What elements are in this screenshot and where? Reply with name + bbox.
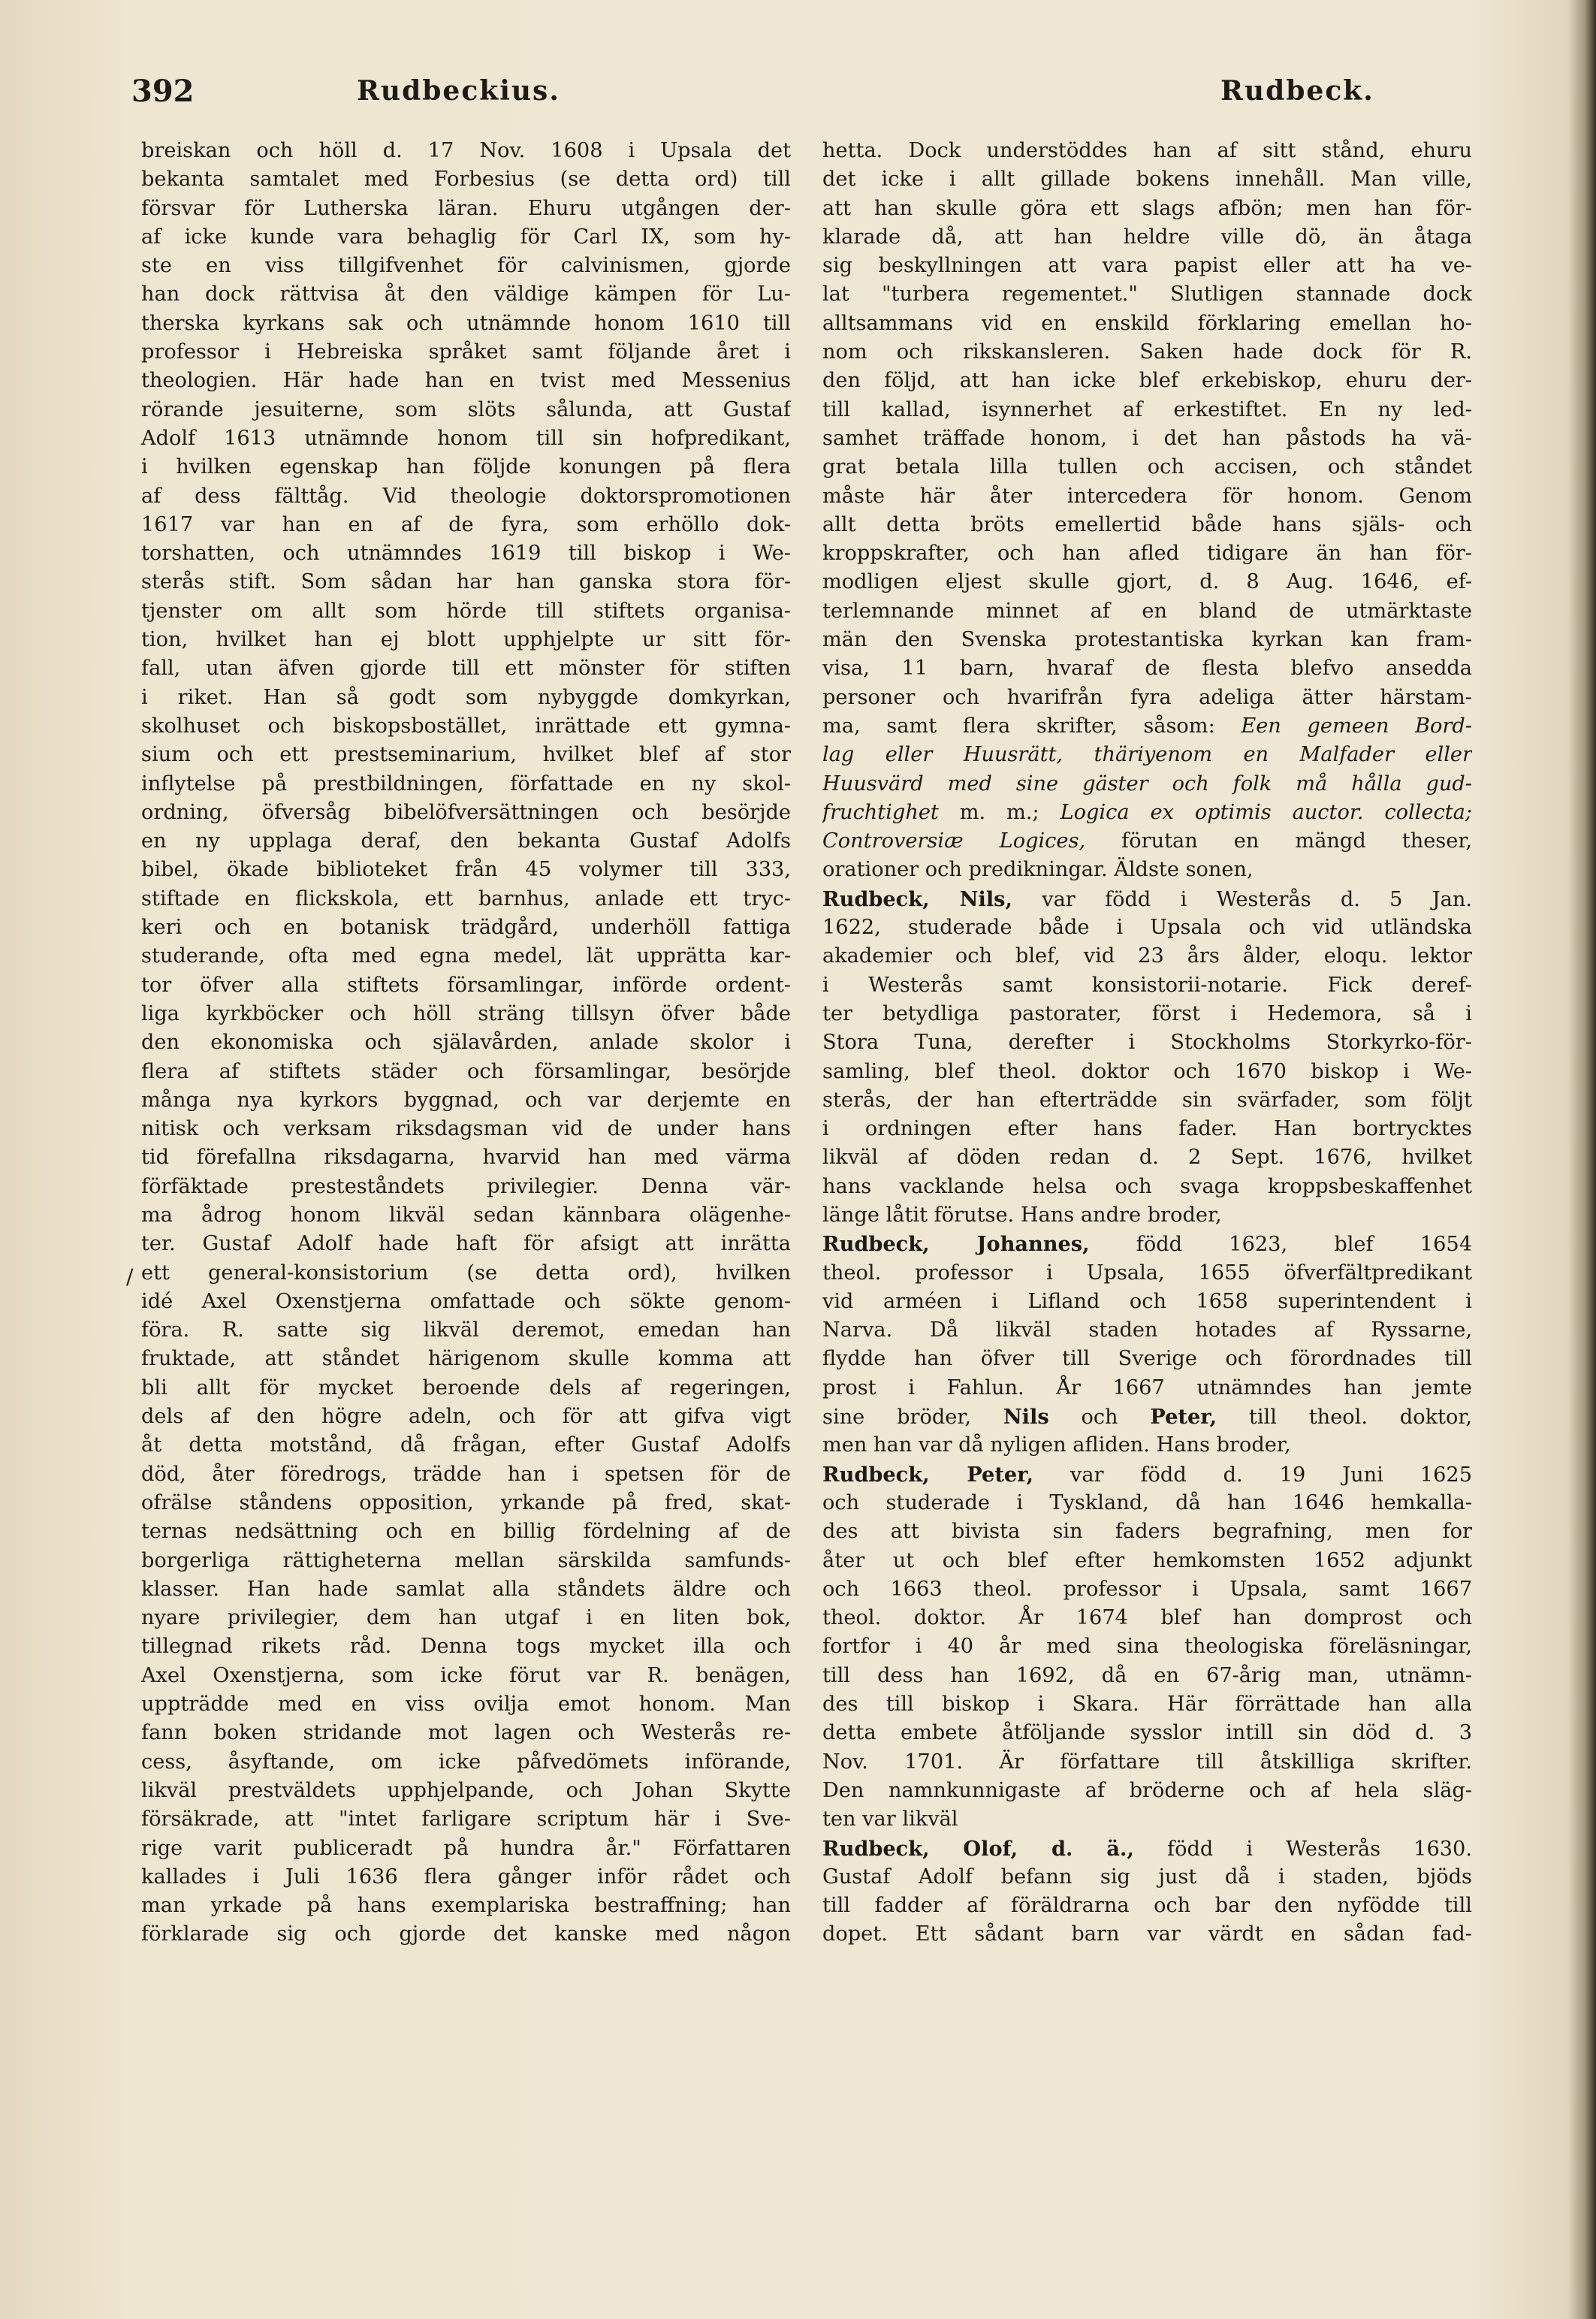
- text-segment: sine bröder,: [822, 1406, 1003, 1430]
- text-segment: likväl af döden redan d. 2 Sept. 1676, hvilket: [822, 1146, 1472, 1170]
- italic-title: Huusvärd med sine gäster och folk må hålla gud-: [822, 771, 1472, 796]
- text-line: en ny upplaga deraf, den bekanta Gustaf Adolfs: [141, 829, 791, 853]
- text-line: [822, 539, 1472, 568]
- text-segment: fortfor i 40 år med sina theologiska föreläsningar,: [822, 1635, 1472, 1659]
- text-line: [822, 741, 1472, 769]
- text-line: likväl prestväldets upphjelpande, och Johan Skytte: [141, 1778, 791, 1802]
- text-line: [822, 1690, 1472, 1719]
- text-segment: modligen eljest skulle gjort, d. 8 Aug. 1646, ef-: [822, 570, 1472, 594]
- text-line: Adolf 1613 utnämnde honom till sin hofpredikant,: [141, 426, 791, 450]
- text-line: tion, hvilket han ej blott upphjelpte ur sitt för-: [141, 628, 791, 652]
- text-segment: åter ut och blef efter hemkomsten 1652 adjunkt: [822, 1548, 1472, 1572]
- text-line: [822, 1345, 1472, 1373]
- text-line: professor i Hebreiska språket samt följande året i: [141, 340, 791, 364]
- text-line: ternas nedsättning och en billig fördelning af de: [141, 1520, 791, 1544]
- text-segment: sterås, der han efterträdde sin svärfader, som följt: [822, 1088, 1472, 1112]
- text-segment: Stora Tuna, derefter i Stockholms Storkyrko-för-: [822, 1031, 1472, 1055]
- text-segment: sig beskyllningen att vara papist eller att ha ve-: [822, 254, 1472, 278]
- text-segment: länge låtit förutse. Hans andre broder,: [822, 1203, 1222, 1227]
- text-line: [822, 1431, 1472, 1460]
- text-line: af dess fälttåg. Vid theologie doktorspromotionen: [141, 484, 791, 508]
- text-line: många nya kyrkors byggnad, och var derjemte en: [141, 1088, 791, 1112]
- text-line: [822, 942, 1472, 971]
- text-line: [822, 1201, 1472, 1230]
- text-segment: till kallad, isynnerhet af erkestiftet. En ny led-: [822, 397, 1472, 421]
- text-line: [822, 712, 1472, 741]
- text-line: rige varit publiceradt på hundra år." Författaren: [141, 1836, 791, 1860]
- text-line: död, åter föredrogs, trädde han i spetsen för de: [141, 1462, 791, 1486]
- text-line: [822, 1777, 1472, 1805]
- text-line: förfäktade presteståndets privilegier. Denna vär-: [141, 1174, 791, 1198]
- text-line: stiftade en flickskola, ett barnhus, anlade ett tryc-: [141, 886, 791, 910]
- text-segment: var född d. 19 Juni 1625: [1033, 1463, 1472, 1487]
- text-line: klasser. Han hade samlat alla ståndets äldre och: [141, 1577, 791, 1601]
- text-line: nyare privilegier, dem han utgaf i en liten bok,: [141, 1606, 791, 1630]
- text-line: torshatten, och utnämndes 1619 till biskop i We-: [141, 542, 791, 566]
- text-line: [822, 1547, 1472, 1575]
- text-segment: och: [1048, 1406, 1151, 1430]
- entry-headword: Nils: [1003, 1405, 1049, 1430]
- text-line: [822, 1000, 1472, 1028]
- text-line: [822, 885, 1472, 913]
- italic-title: Een gemeen Bord-: [1241, 714, 1472, 738]
- text-segment: hans vacklande helsa och svaga kroppsbeskaffenhet: [822, 1174, 1472, 1198]
- page-number: 392: [131, 74, 195, 109]
- text-line: [822, 424, 1472, 453]
- text-segment: des till biskop i Skara. Här förrättade han alla: [822, 1692, 1472, 1717]
- text-segment: född i Westerås 1630.: [1133, 1837, 1472, 1861]
- text-segment: född 1623, blef 1654: [1089, 1233, 1472, 1257]
- text-line: ter. Gustaf Adolf hade haft för afsigt att inrätta: [141, 1232, 791, 1256]
- text-segment: klarade då, att han heldre ville dö, än åtaga: [822, 225, 1472, 249]
- text-line: [822, 1316, 1472, 1345]
- entry-headword: Rudbeck, Nils,: [822, 886, 1012, 911]
- text-line: [822, 165, 1472, 194]
- text-segment: kroppskrafter, och han afled tidigare än han för-: [822, 542, 1472, 566]
- text-line: [822, 684, 1472, 712]
- text-segment: theol. doktor. År 1674 blef han domprost och: [822, 1606, 1472, 1630]
- text-line: [822, 367, 1472, 395]
- text-segment: till theol. doktor,: [1217, 1406, 1472, 1430]
- text-line: tid förefallna riksdagarna, hvarvid han med värma: [141, 1146, 791, 1170]
- entry-headword: Rudbeck, Olof, d. ä.,: [822, 1836, 1134, 1861]
- text-line: [822, 453, 1472, 482]
- text-line: [822, 137, 1472, 165]
- running-title-right: Rudbeck.: [1220, 75, 1374, 107]
- text-line: fall, utan äfven gjorde till ett mönster för stiften: [141, 657, 791, 681]
- text-segment: visa, 11 barn, hvaraf de flesta blefvo ansedda: [822, 657, 1472, 681]
- text-line: ma ådrog honom likväl sedan kännbara olägenhe-: [141, 1203, 791, 1227]
- text-line: bekanta samtalet med Forbesius (se detta ord) till: [141, 168, 791, 192]
- text-line: [822, 310, 1472, 338]
- text-line: förklarade sig och gjorde det kanske med någon: [141, 1922, 791, 1946]
- text-line: kallades i Juli 1636 flera gånger inför rådet och: [141, 1865, 791, 1889]
- text-line: studerande, ofta med egna medel, lät upprätta kar-: [141, 944, 791, 968]
- text-segment: hetta. Dock understöddes han af sitt stånd, ehuru: [822, 139, 1472, 162]
- text-segment: var född i Westerås d. 5 Jan.: [1012, 887, 1472, 911]
- text-line: 1617 var han en af de fyra, som erhöllo dok-: [141, 512, 791, 536]
- text-line: den ekonomiska och själavården, anlade skolor i: [141, 1031, 791, 1055]
- text-line: cess, åsyftande, om icke påfvedömets införande,: [141, 1750, 791, 1774]
- text-segment: måste här åter intercedera för honom. Genom: [822, 484, 1472, 508]
- text-line: sium och ett prestseminarium, hvilket blef af stor: [141, 743, 791, 767]
- text-line: [822, 396, 1472, 424]
- text-line: [822, 1115, 1472, 1143]
- text-line: [822, 799, 1472, 827]
- text-segment: flydde han öfver till Sverige och förordnades till: [822, 1347, 1472, 1371]
- text-line: ofrälse ståndens opposition, yrkande på fred, skat-: [141, 1490, 791, 1514]
- text-line: theologien. Här hade han en tvist med Messenius: [141, 369, 791, 393]
- text-segment: 1622, studerade både i Upsala och vid utländska: [822, 916, 1472, 940]
- text-segment: ma, samt flera skrifter, såsom:: [822, 714, 1242, 738]
- text-segment: m. m.;: [938, 800, 1060, 824]
- text-line: [822, 1632, 1472, 1661]
- text-segment: Nov. 1701. Är författare till åtskilliga skrifter.: [822, 1750, 1472, 1774]
- text-segment: ter betydliga pastorater, först i Hedemora, så i: [822, 1001, 1472, 1025]
- text-segment: des att bivista sin faders begrafning, men for: [822, 1520, 1472, 1544]
- text-segment: den följd, att han icke blef erkebiskop, ehuru der-: [822, 369, 1472, 393]
- text-line: nitisk och verksam riksdagsman vid de under hans: [141, 1117, 791, 1141]
- text-segment: Narva. Då likväl staden hotades af Ryssarne,: [822, 1318, 1472, 1342]
- text-line: han dock rättvisa åt den väldige kämpen för Lu-: [141, 282, 791, 306]
- text-segment: Den namnkunnigaste af bröderne och af hela släg-: [822, 1778, 1472, 1802]
- text-line: [822, 770, 1472, 799]
- text-line: sterås stift. Som sådan har han ganska stora för-: [141, 570, 791, 594]
- text-line: [822, 1086, 1472, 1115]
- text-line: fann boken stridande mot lagen och Westerås re-: [141, 1721, 791, 1745]
- text-line: försvar för Lutherska läran. Ehuru utgången der-: [141, 196, 791, 220]
- text-line: dels af den högre adeln, och för att gifva vigt: [141, 1405, 791, 1429]
- text-segment: vid arméen i Lifland och 1658 superintendent i: [822, 1289, 1472, 1313]
- text-line: [822, 1662, 1472, 1690]
- entry-headword: Peter,: [1150, 1405, 1217, 1430]
- text-line: [822, 1143, 1472, 1172]
- text-segment: samhet träffade honom, i det han påstods ha vä-: [822, 426, 1472, 450]
- text-segment: alltsammans vid en enskild förklaring emellan ho-: [822, 311, 1472, 335]
- text-line: i riket. Han så godt som nybyggde domkyrkan,: [141, 685, 791, 709]
- text-segment: män den Svenska protestantiska kyrkan kan fram-: [822, 628, 1472, 652]
- page-header: [131, 74, 1480, 119]
- text-line: idé Axel Oxenstjerna omfattade och sökte genom-: [141, 1289, 791, 1313]
- text-line: tillegnad rikets råd. Denna togs mycket illa och: [141, 1635, 791, 1659]
- text-line: [822, 1058, 1472, 1086]
- text-line: [822, 252, 1472, 280]
- text-line: [822, 1920, 1472, 1949]
- text-segment: samling, blef theol. doktor och 1670 biskop i We-: [822, 1059, 1472, 1083]
- right-column: [822, 137, 1472, 1949]
- text-line: bli allt för mycket beroende dels af regeringen,: [141, 1375, 791, 1400]
- entry-headword: Rudbeck, Peter,: [822, 1462, 1033, 1487]
- text-line: [822, 1028, 1472, 1057]
- text-line: therska kyrkans sak och utnämnde honom 1610 till: [141, 311, 791, 335]
- text-segment: orationer och predikningar. Äldste sonen,: [822, 858, 1254, 882]
- text-segment: det icke i allt gillade bokens innehåll. Man ville,: [822, 168, 1472, 192]
- text-segment: dopet. Ett sådant barn var värdt en sådan fad-: [822, 1922, 1472, 1946]
- margin-mark: /: [126, 1264, 134, 1289]
- text-line: [822, 1460, 1472, 1489]
- text-line: [822, 511, 1472, 539]
- text-segment: och 1663 theol. professor i Upsala, samt 1667: [822, 1577, 1472, 1601]
- text-line: [822, 1259, 1472, 1288]
- text-line: [822, 1230, 1472, 1258]
- text-line: breiskan och höll d. 17 Nov. 1608 i Upsala det: [141, 139, 791, 162]
- text-line: åt detta motstånd, då frågan, efter Gustaf Adolfs: [141, 1433, 791, 1457]
- text-line: rörande jesuiterne, som slöts sålunda, att Gustaf: [141, 397, 791, 421]
- text-line: tjenster om allt som hörde till stiftets organisa-: [141, 599, 791, 623]
- text-segment: till fadder af föräldrarna och bar den nyfödde till: [822, 1894, 1472, 1918]
- text-line: [822, 1288, 1472, 1316]
- text-segment: lat "turbera regementet." Slutligen stannade dock: [822, 282, 1472, 306]
- text-segment: till dess han 1692, då en 67-årig man, utnämn-: [822, 1663, 1472, 1687]
- text-line: föra. R. satte sig likväl deremot, emedan han: [141, 1318, 791, 1342]
- text-line: [822, 1719, 1472, 1747]
- text-line: liga kyrkböcker och höll sträng tillsyn öfver både: [141, 1001, 791, 1025]
- text-line: [822, 1575, 1472, 1604]
- text-line: [822, 1173, 1472, 1201]
- text-segment: men han var då nyligen afliden. Hans broder,: [822, 1433, 1291, 1457]
- text-line: af icke kunde vara behaglig för Carl IX, som hy-: [141, 225, 791, 249]
- italic-title: lag eller Huusrätt, thäriyenom en Malfader eller: [822, 743, 1472, 767]
- text-line: borgerliga rättigheterna mellan särskilda samfunds-: [141, 1548, 791, 1572]
- text-line: flera af stiftets städer och församlingar, besörjde: [141, 1059, 791, 1083]
- text-line: [822, 913, 1472, 942]
- text-line: bibel, ökade biblioteket från 45 volymer till 333,: [141, 858, 791, 882]
- text-segment: akademier och blef, vid 23 års ålder, eloqu. lektor: [822, 944, 1472, 968]
- text-segment: theol. professor i Upsala, 1655 öfverfältpredikant: [822, 1261, 1472, 1285]
- text-segment: nom och rikskansleren. Saken hade dock för R.: [822, 340, 1472, 364]
- page-edge-shadow: [1567, 0, 1596, 2319]
- text-line: [822, 654, 1472, 683]
- text-line: [822, 1517, 1472, 1546]
- text-line: [822, 827, 1472, 856]
- text-line: Axel Oxenstjerna, som icke förut var R. benägen,: [141, 1663, 791, 1687]
- running-title-left: Rudbeckius.: [357, 75, 560, 107]
- left-column: [141, 137, 791, 1949]
- text-line: ett general-konsistorium (se detta ord), hvilken: [141, 1261, 791, 1285]
- text-line: [822, 971, 1472, 1000]
- text-line: [822, 482, 1472, 511]
- entry-headword: Rudbeck, Johannes,: [822, 1232, 1090, 1257]
- text-segment: allt detta bröts emellertid både hans själs- och: [822, 512, 1472, 536]
- text-line: i hvilken egenskap han följde konungen på flera: [141, 455, 791, 479]
- text-line: [822, 195, 1472, 223]
- text-segment: detta embete åtföljande sysslor intill sin död d. 3: [822, 1721, 1472, 1745]
- text-segment: i ordningen efter hans fader. Han bortrycktes: [822, 1117, 1472, 1141]
- text-line: försäkrade, att "intet farligare scriptum här i Sve-: [141, 1807, 791, 1831]
- text-segment: Gustaf Adolf befann sig just då i staden, bjöds: [822, 1865, 1472, 1889]
- text-segment: i Westerås samt konsistorii-notarie. Fick deref-: [822, 973, 1472, 997]
- text-segment: prost i Fahlun. År 1667 utnämndes han jemte: [822, 1375, 1472, 1400]
- italic-title: Controversiæ Logices,: [822, 829, 1086, 853]
- text-line: skolhuset och biskopsbostället, inrättade ett gymna-: [141, 714, 791, 738]
- text-line: [822, 1863, 1472, 1892]
- text-segment: terlemnande minnet af en bland de utmärktaste: [822, 599, 1472, 623]
- text-line: [822, 626, 1472, 654]
- text-line: [822, 1489, 1472, 1517]
- text-line: [822, 568, 1472, 596]
- text-line: ste en viss tillgifvenhet för calvinismen, gjorde: [141, 254, 791, 278]
- text-line: [822, 856, 1472, 884]
- text-segment: att han skulle göra ett slags afbön; men han för-: [822, 196, 1472, 220]
- text-segment: grat betala lilla tullen och accisen, och ståndet: [822, 455, 1472, 479]
- text-line: [822, 1604, 1472, 1632]
- text-segment: ten var likväl: [822, 1807, 958, 1831]
- text-line: [822, 1748, 1472, 1777]
- text-line: [822, 1374, 1472, 1403]
- text-segment: förutan en mängd theser,: [1085, 829, 1472, 853]
- text-line: [822, 597, 1472, 626]
- text-line: uppträdde med en viss ovilja emot honom. Man: [141, 1692, 791, 1717]
- text-line: tor öfver alla stiftets församlingar, införde ordent-: [141, 973, 791, 997]
- text-line: [822, 1805, 1472, 1834]
- text-line: fruktade, att ståndet härigenom skulle komma att: [141, 1347, 791, 1371]
- text-line: inflytelse på prestbildningen, författade en ny skol-: [141, 771, 791, 796]
- text-segment: och studerade i Tyskland, då han 1646 hemkalla-: [822, 1490, 1472, 1514]
- text-line: [822, 338, 1472, 367]
- text-line: [822, 1892, 1472, 1920]
- text-line: [822, 223, 1472, 252]
- italic-title: Logica ex optimis auctor. collecta;: [1060, 800, 1472, 824]
- text-line: [822, 1403, 1472, 1431]
- text-line: ordning, öfversåg bibelöfversättningen och besörjde: [141, 800, 791, 824]
- italic-title: fruchtighet: [822, 800, 939, 824]
- text-line: [822, 1834, 1472, 1863]
- text-line: [822, 280, 1472, 309]
- text-segment: personer och hvarifrån fyra adeliga ätter härstam-: [822, 685, 1472, 709]
- text-line: keri och en botanisk trädgård, underhöll fattiga: [141, 916, 791, 940]
- text-line: man yrkade på hans exemplariska bestraffning; han: [141, 1894, 791, 1918]
